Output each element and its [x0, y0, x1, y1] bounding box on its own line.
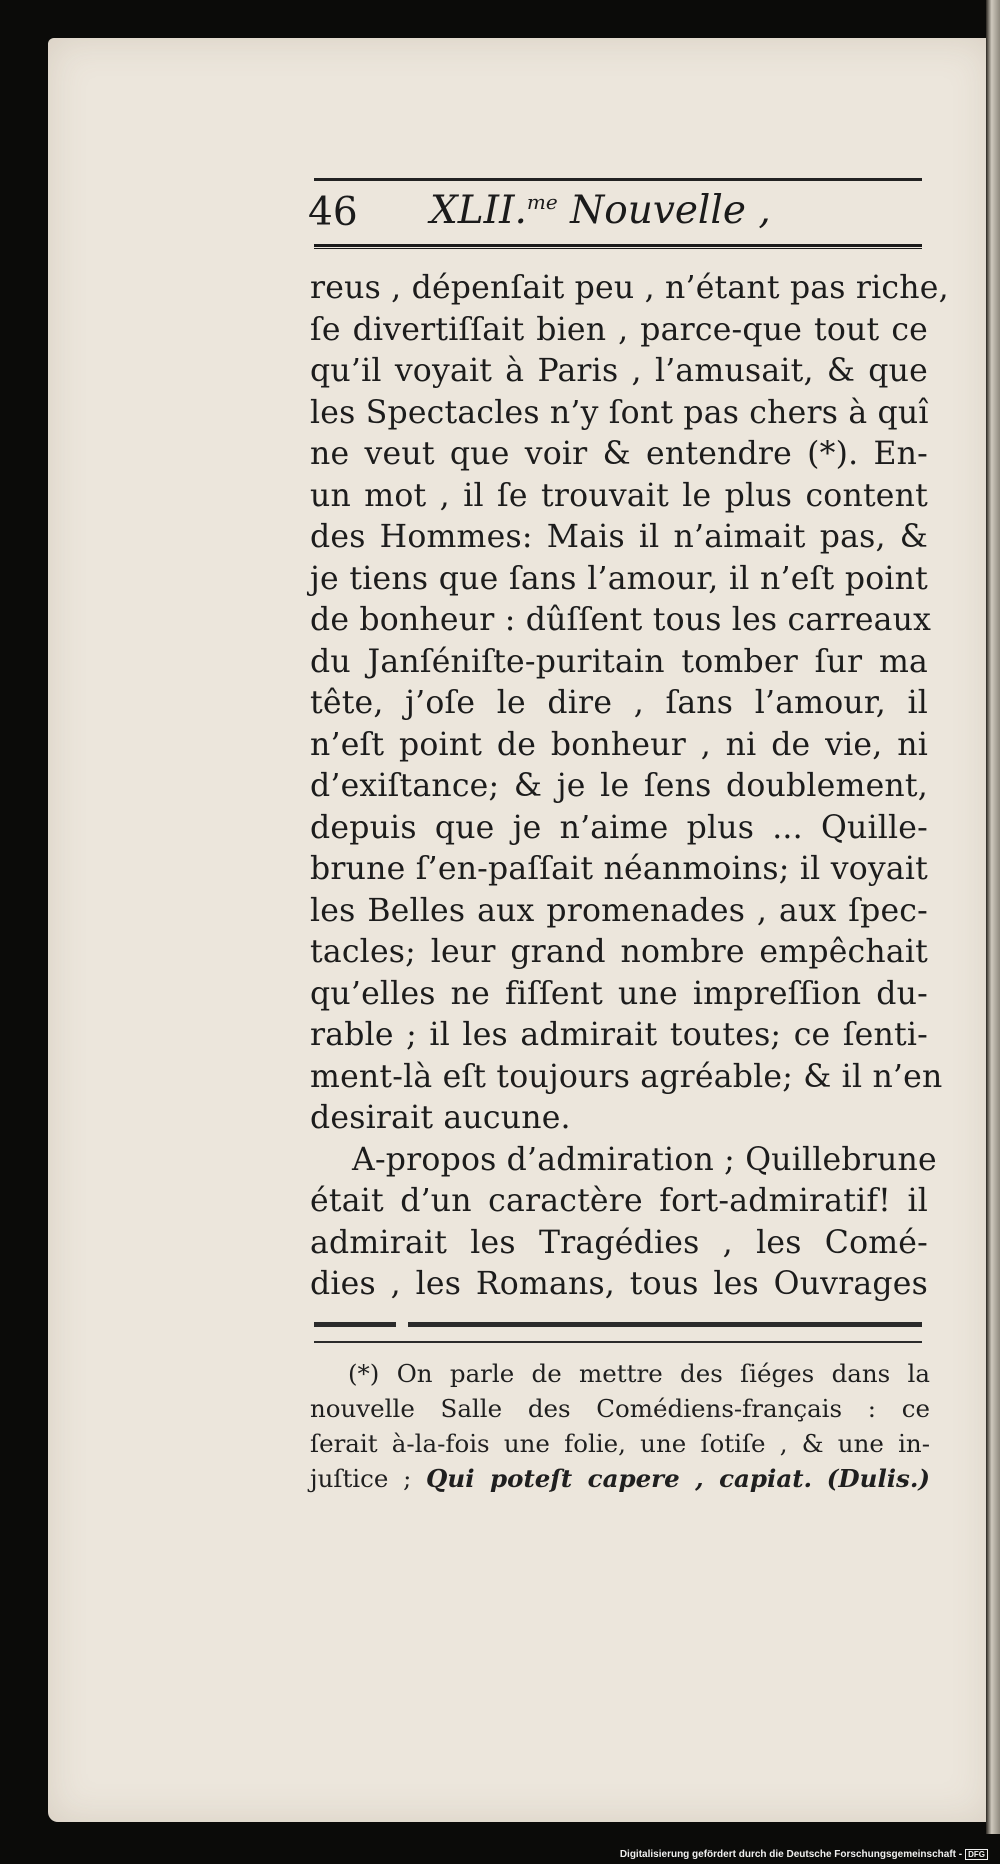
dfg-logo: DFG [965, 1849, 988, 1860]
running-title [430, 188, 771, 233]
text-line: un mot , il ſe trouvait le plus content [310, 477, 928, 514]
text-line: d’exiſtance; & je le ſens doublement, [310, 768, 928, 804]
header-rule [314, 244, 922, 249]
running-title-superscript: me [526, 190, 558, 214]
text-line: les Belles aux promenades , aux ſpec- [310, 892, 928, 929]
book-spine-edge [986, 0, 1000, 1834]
text-line: tête, j’oſe le dire , ſans l’amour, il [310, 685, 928, 721]
text-line: ne veut que voir & entendre (*). En- [310, 436, 928, 472]
credit-text: Digitalisierung gefördert durch die Deutsche Forschungsgemeinschaft - [619, 1849, 963, 1860]
text-line: reus , dépenſait peu , n’étant pas riche, [310, 270, 949, 306]
footnote-rule-thin [314, 1341, 922, 1343]
footnote [310, 1356, 930, 1496]
text-line: qu’elles ne fiſſent une impreſſion du- [310, 975, 928, 1012]
footnote-prefix: juſtice ; [310, 1464, 412, 1493]
running-title-main: XLII. [430, 188, 527, 233]
text-line: brune ſ’en-paſſait néanmoins; il voyait [310, 851, 928, 887]
footnote-line: (*) On parle de mettre des ſiéges dans la [348, 1359, 930, 1388]
text-line: rable ; il les admirait toutes; ce ſenti- [310, 1017, 928, 1053]
text-line: des Hommes: Mais il n’aimait pas, & [310, 519, 928, 555]
text-line: tacles; leur grand nombre empêchait [310, 934, 928, 970]
text-line: qu’il voyait à Paris , l’amusait, & que [310, 353, 928, 389]
text-line: du Janſéniſte-puritain tomber ſur ma [310, 643, 928, 680]
text-line: desirait aucune. [310, 1100, 571, 1136]
text-line: de bonheur : dûſſent tous les carreaux [310, 602, 932, 638]
text-line: ment-là eſt toujours agréable; & il n’en [310, 1058, 943, 1095]
text-line: ſe divertiſſait bien , parce-que tout ce [310, 311, 928, 348]
text-line: depuis que je n’aime plus ... Quille- [310, 809, 928, 846]
body-text [310, 268, 949, 1306]
top-rule [314, 178, 922, 181]
text-line: était d’un caractère fort-admiratif! il [310, 1183, 928, 1219]
text-line: admirait les Tragédies , les Comé- [310, 1224, 928, 1261]
text-line: n’eſt point de bonheur , ni de vie, ni [310, 726, 928, 763]
footnote-line [310, 1461, 930, 1496]
footnote-line: ſerait à-la-fois une folie, une ſotiſe , & une in- [310, 1429, 930, 1458]
footnote-line: nouvelle Salle des Comédiens-français : ce [310, 1394, 930, 1423]
footnote-attribution: (Dulis.) [826, 1464, 930, 1493]
text-line: les Spectacles n’y ſont pas chers à quî [310, 394, 929, 431]
digitization-credit [620, 1849, 988, 1860]
running-header [308, 188, 928, 244]
text-line: A-propos d’admiration ; Quillebrune [352, 1141, 937, 1178]
text-line: dies , les Romans, tous les Ouvrages [310, 1266, 928, 1302]
footnote-quote: Qui poteſt capere , capiat. [426, 1464, 813, 1493]
footnote-rule-thick [314, 1322, 922, 1327]
text-line: je tiens que ſans l’amour, il n’eſt point [310, 560, 928, 597]
running-title-rest: Nouvelle , [570, 188, 771, 233]
page-number: 46 [308, 190, 358, 235]
